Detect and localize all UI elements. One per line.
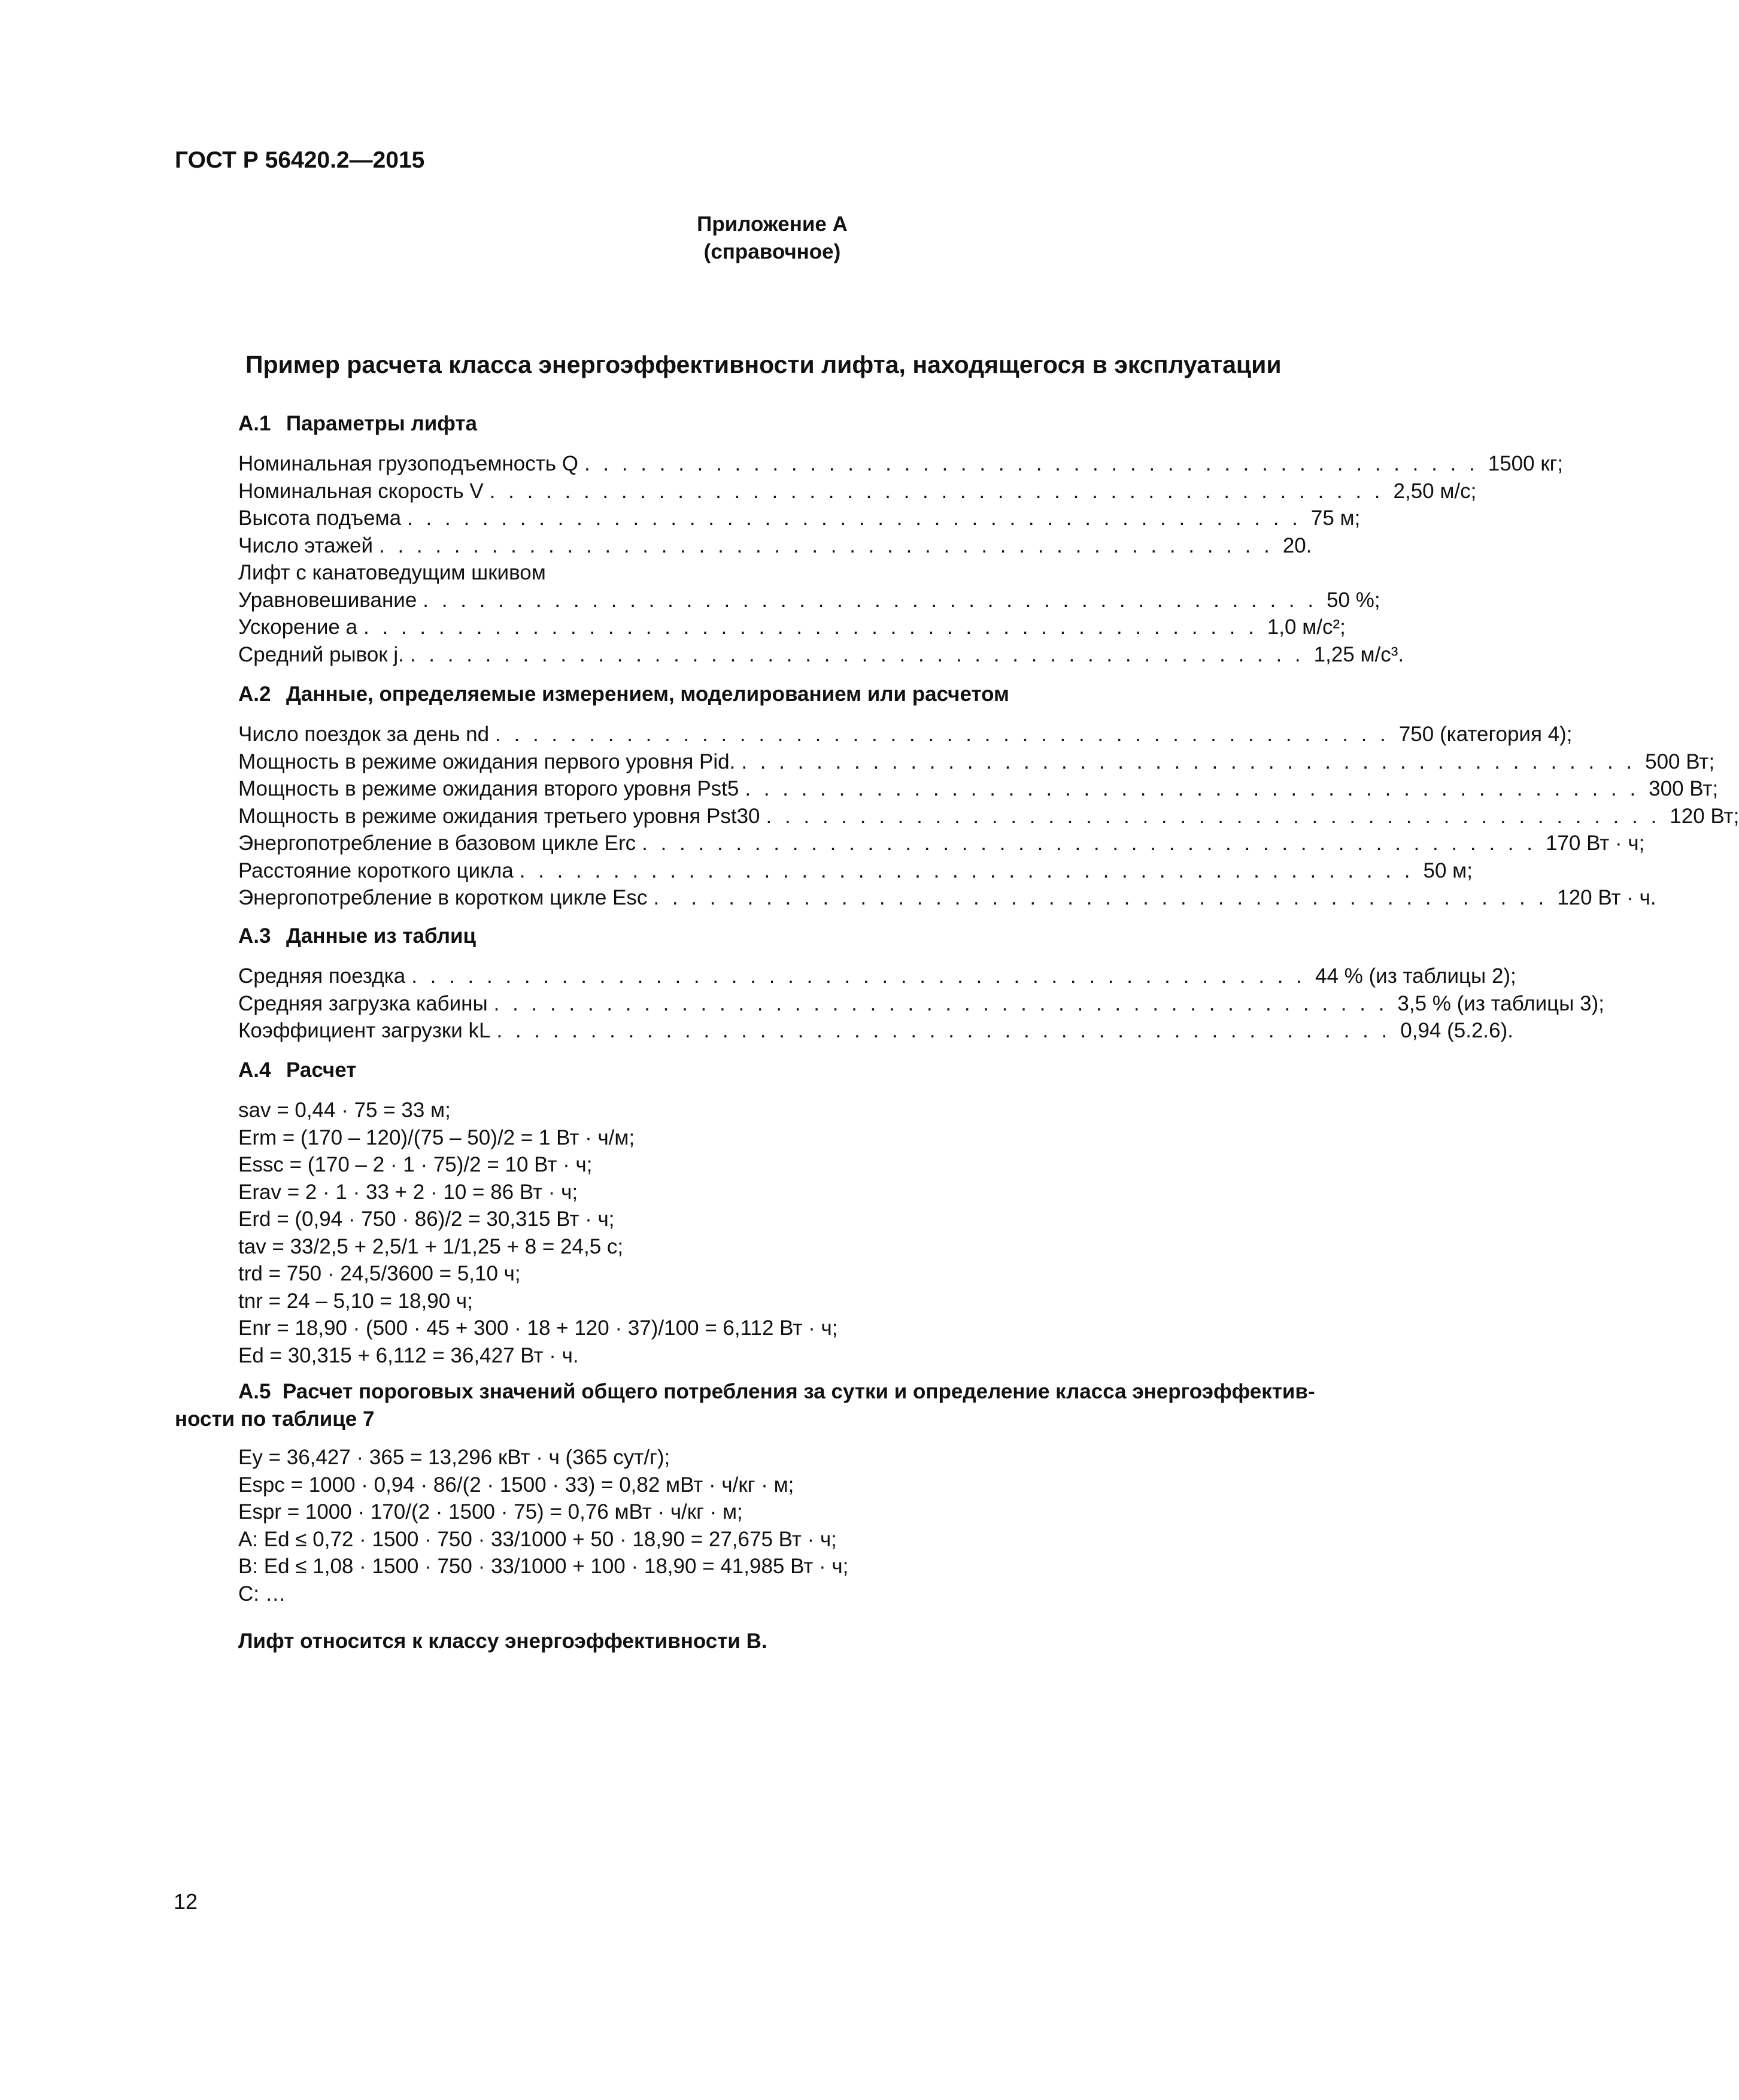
calculation-block [238, 1097, 837, 1369]
formula-line: sav = 0,44 · 75 = 33 м; [238, 1098, 451, 1122]
item-label: Ускорение a [238, 615, 358, 639]
section-number: А.3 [238, 924, 271, 948]
section-number: А.4 [238, 1058, 271, 1082]
item-value: 50 %; [1327, 588, 1380, 612]
item-value: 120 Вт · ч. [1557, 886, 1656, 909]
list-item: Расстояние короткого цикла . . . . . . . . . . . . . . . . . . . . . . . . . . . . . . . . . . . . . . . . . . . . . . . . 50 м; [238, 857, 1172, 885]
item-value: 1500 кг; [1488, 452, 1564, 475]
item-label: Уравновешивание [238, 588, 417, 612]
appendix-subtitle: (справочное) [703, 240, 841, 263]
item-label: Высота подъема [238, 506, 402, 530]
page-title: Пример расчета класса энергоэффективности лифта, находящегося в эксплуатации [245, 351, 1282, 378]
list-item: Энергопотребление в коротком цикле Esc . . . . . . . . . . . . . . . . . . . . . . . . . . . . . . . . . . . . . . . . . . . . . . . . 120 Вт · ч. [238, 884, 1172, 912]
section-a2-heading [238, 682, 1009, 706]
item-label: Число этажей [238, 533, 374, 557]
formula-line: Espr = 1000 · 170/(2 · 1500 · 75) = 0,76 мВт · ч/кг · м; [238, 1500, 743, 1524]
list-item: Высота подъема . . . . . . . . . . . . . . . . . . . . . . . . . . . . . . . . . . . . . . . . . . . . . . . . 75 м; [238, 505, 1172, 532]
item-label: Энергопотребление в базовом цикле Erc [238, 831, 636, 855]
section-a3-heading [238, 924, 476, 948]
item-label: Номинальная скорость V [238, 479, 484, 503]
appendix-title: Приложение А [697, 213, 848, 236]
formula-line: Ey = 36,427 · 365 = 13,296 кВт · ч (365 сут/г); [238, 1446, 670, 1469]
section-number: А.1 [238, 412, 271, 435]
item-value: 75 м; [1310, 506, 1361, 530]
formula-line: Essc = (170 – 2 · 1 · 75)/2 = 10 Вт · ч; [238, 1153, 593, 1176]
section-a1-heading [238, 412, 477, 436]
list-item: Средняя поездка . . . . . . . . . . . . . . . . . . . . . . . . . . . . . . . . . . . . . . . . . . . . . . . . 44 % (из таблицы 2); [238, 963, 1172, 990]
page-number: 12 [174, 1889, 198, 1914]
item-value: 20. [1282, 533, 1312, 557]
section-a1-list [238, 450, 1564, 668]
item-label: Мощность в режиме ожидания первого уровня Pid. [238, 749, 736, 773]
item-value: 50 м; [1423, 858, 1473, 882]
list-item: Число поездок за день nd . . . . . . . . . . . . . . . . . . . . . . . . . . . . . . . . . . . . . . . . . . . . . . . . 750 (категория 4); [238, 721, 1172, 748]
formula-line: Erd = (0,94 · 750 · 86)/2 = 30,315 Вт · ч; [238, 1207, 615, 1231]
item-value: 750 (категория 4); [1398, 723, 1573, 746]
item-value: 1,25 м/с³. [1313, 642, 1404, 666]
item-value: 500 Вт; [1645, 749, 1715, 773]
formula-line: tnr = 24 – 5,10 = 18,90 ч; [238, 1289, 473, 1313]
list-item: Лифт с канатоведущим шкивом [238, 561, 546, 584]
item-value: 300 Вт; [1649, 777, 1719, 800]
list-item: Мощность в режиме ожидания второго уровня Pst5 . . . . . . . . . . . . . . . . . . . . . . . . . . . . . . . . . . . . . . . . . . . . . . . . 300 Вт; [238, 775, 1172, 803]
item-value: 3,5 % (из таблицы 3); [1397, 991, 1604, 1015]
item-value: 44 % (из таблицы 2); [1315, 964, 1516, 988]
list-item: Номинальная скорость V . . . . . . . . . . . . . . . . . . . . . . . . . . . . . . . . . . . . . . . . . . . . . . . . 2,50 м/с; [238, 478, 1172, 505]
section-a3-list [238, 963, 1604, 1045]
standard-number: ГОСТ Р 56420.2—2015 [175, 147, 425, 173]
section-number: А.2 [238, 682, 271, 706]
item-label: Средняя загрузка кабины [238, 991, 488, 1015]
list-item: Мощность в режиме ожидания первого уровня Pid. . . . . . . . . . . . . . . . . . . . . . . . . . . . . . . . . . . . . . . . . . . . . . . . . 500 Вт; [238, 748, 1172, 776]
item-label: Мощность в режиме ожидания второго уровня Pst5 [238, 777, 739, 800]
item-value: 1,0 м/с²; [1267, 615, 1346, 639]
item-label: Число поездок за день nd [238, 723, 490, 746]
section-title: Расчет [286, 1058, 357, 1082]
list-item: Энергопотребление в базовом цикле Erc . . . . . . . . . . . . . . . . . . . . . . . . . . . . . . . . . . . . . . . . . . . . . . . . 170 Вт · ч; [238, 830, 1172, 857]
section-title: Данные из таблиц [286, 924, 477, 948]
list-item: Коэффициент загрузки kL . . . . . . . . . . . . . . . . . . . . . . . . . . . . . . . . . . . . . . . . . . . . . . . . 0,94 (5.2.6). [238, 1017, 1172, 1045]
section-a2-list [238, 721, 1739, 912]
item-value: 0,94 (5.2.6). [1400, 1019, 1513, 1042]
section-number: А.5 [238, 1380, 271, 1403]
list-item: Средний рывок j. . . . . . . . . . . . . . . . . . . . . . . . . . . . . . . . . . . . . . . . . . . . . . . . . 1,25 м/с³. [238, 641, 1172, 669]
item-label: Коэффициент загрузки kL [238, 1019, 491, 1042]
formula-line: Espc = 1000 · 0,94 · 86/(2 · 1500 · 33) = 0,82 мВт · ч/кг · м; [238, 1473, 794, 1497]
item-label: Расстояние короткого цикла [238, 858, 514, 882]
item-label: Энергопотребление в коротком цикле Esc [238, 886, 648, 909]
list-item: Средняя загрузка кабины . . . . . . . . . . . . . . . . . . . . . . . . . . . . . . . . . . . . . . . . . . . . . . . . 3,5 % (из таблицы 3); [238, 990, 1172, 1018]
item-value: 120 Вт; [1670, 804, 1739, 828]
item-label: Номинальная грузоподъемность Q [238, 452, 578, 475]
formula-line: Erav = 2 · 1 · 33 + 2 · 10 = 86 Вт · ч; [238, 1180, 578, 1204]
section-a5-heading [175, 1378, 1372, 1433]
formula-line: Enr = 18,90 · (500 · 45 + 300 · 18 + 120 · 37)/100 = 6,112 Вт · ч; [238, 1316, 838, 1340]
list-item: Ускорение a . . . . . . . . . . . . . . . . . . . . . . . . . . . . . . . . . . . . . . . . . . . . . . . . 1,0 м/с²; [238, 614, 1172, 641]
item-label: Мощность в режиме ожидания третьего уровня Pst30 [238, 804, 760, 828]
formula-line: Erm = (170 – 120)/(75 – 50)/2 = 1 Вт · ч/м; [238, 1125, 635, 1149]
threshold-block [238, 1444, 848, 1607]
formula-line: tav = 33/2,5 + 2,5/1 + 1/1,25 + 8 = 24,5 с; [238, 1234, 624, 1258]
section-title: Данные, определяемые измерением, моделированием или расчетом [286, 682, 1009, 706]
list-item: Номинальная грузоподъемность Q . . . . . . . . . . . . . . . . . . . . . . . . . . . . . . . . . . . . . . . . . . . . . . . . 1500 кг; [238, 450, 1172, 478]
formula-line: В: Ed ≤ 1,08 · 1500 · 750 · 33/1000 + 100 · 18,90 = 41,985 Вт · ч; [238, 1555, 849, 1578]
list-item: Число этажей . . . . . . . . . . . . . . . . . . . . . . . . . . . . . . . . . . . . . . . . . . . . . . . . 20. [238, 532, 1172, 560]
item-value: 2,50 м/с; [1393, 479, 1477, 503]
list-item: Уравновешивание . . . . . . . . . . . . . . . . . . . . . . . . . . . . . . . . . . . . . . . . . . . . . . . . 50 %; [238, 587, 1172, 614]
item-label: Средний рывок j. [238, 642, 404, 666]
formula-line: trd = 750 · 24,5/3600 = 5,10 ч; [238, 1262, 521, 1285]
section-title: Параметры лифта [286, 412, 478, 435]
formula-line: Ed = 30,315 + 6,112 = 36,427 Вт · ч. [238, 1343, 579, 1367]
section-title-continued: ности по таблице 7 [175, 1407, 375, 1431]
formula-line: С: … [238, 1582, 286, 1606]
item-value: 170 Вт · ч; [1545, 831, 1645, 855]
conclusion: Лифт относится к классу энергоэффективности В. [238, 1629, 767, 1653]
item-label: Средняя поездка [238, 964, 406, 988]
list-item: Мощность в режиме ожидания третьего уровня Pst30 . . . . . . . . . . . . . . . . . . . . . . . . . . . . . . . . . . . . . . . . . . . . . . . . 120 Вт; [238, 803, 1172, 830]
formula-line: А: Ed ≤ 0,72 · 1500 · 750 · 33/1000 + 50 · 18,90 = 27,675 Вт · ч; [238, 1527, 837, 1551]
section-title: Расчет пороговых значений общего потребления за сутки и определение класса энергоэффектив- [282, 1380, 1315, 1403]
section-a4-heading [238, 1058, 356, 1082]
